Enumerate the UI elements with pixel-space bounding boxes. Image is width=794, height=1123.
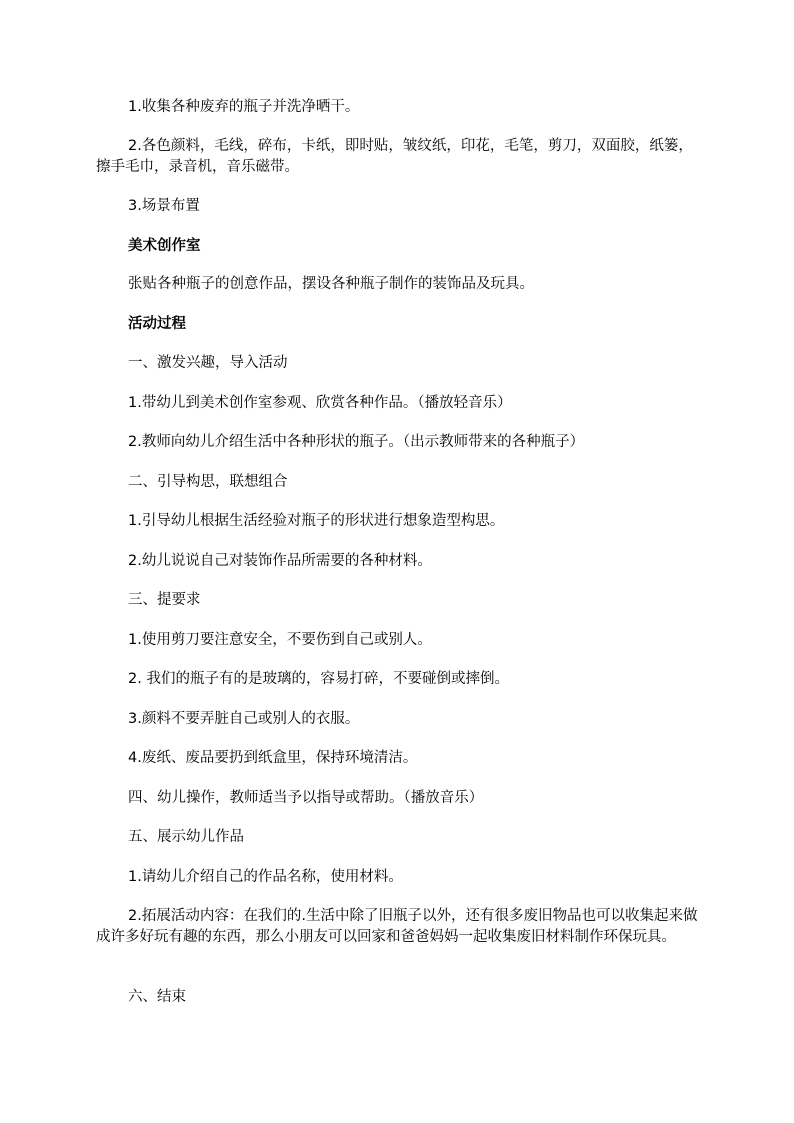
paragraph-glass-bottles: 2. 我们的瓶子有的是玻璃的，容易打碎，不要碰倒或摔倒。 <box>128 671 509 687</box>
section-heading-two: 二、引导构思，联想组合 <box>128 474 288 490</box>
section-heading-three: 三、提要求 <box>128 592 201 608</box>
section-heading-six: 六、结束 <box>128 989 186 1005</box>
paragraph-scene-setup: 3.场景布置 <box>128 198 200 214</box>
paragraph-extend-activity: 2.拓展活动内容：在我们的.生活中除了旧瓶子以外，还有很多废旧物品也可以收集起来做成许多好玩有趣的东西，那么小朋友可以回家和爸爸妈妈一起收集废旧材料制作环保玩具。 <box>96 908 698 945</box>
paragraph-collect-bottles: 1.收集各种废弃的瓶子并洗净晒干。 <box>128 99 360 115</box>
paragraph-guide-imagination: 1.引导幼儿根据生活经验对瓶子的形状进行想象造型构思。 <box>128 513 505 529</box>
heading-activity-process: 活动过程 <box>128 316 186 332</box>
section-heading-five: 五、展示幼儿作品 <box>128 829 244 845</box>
heading-art-studio: 美术创作室 <box>128 238 201 254</box>
paragraph-keep-clean: 4.废纸、废品要扔到纸盒里，保持环境清洁。 <box>128 750 418 766</box>
paragraph-visit-studio: 1.带幼儿到美术创作室参观、欣赏各种作品。（播放轻音乐） <box>128 395 512 411</box>
paragraph-introduce-bottles: 2.教师向幼儿介绍生活中各种形状的瓶子。（出示教师带来的各种瓶子） <box>128 434 585 450</box>
paragraph-scissors-safety: 1.使用剪刀要注意安全，不要伤到自己或别人。 <box>128 632 432 648</box>
section-heading-one: 一、激发兴趣，导入活动 <box>128 355 288 371</box>
paragraph-discuss-materials: 2.幼儿说说自己对装饰作品所需要的各种材料。 <box>128 553 432 569</box>
paragraph-paint-clothes: 3.颜料不要弄脏自己或别人的衣服。 <box>128 711 360 727</box>
paragraph-studio-display: 张贴各种瓶子的创意作品，摆设各种瓶子制作的装饰品及玩具。 <box>128 276 534 292</box>
paragraph-materials-list: 2.各色颜料，毛线，碎布，卡纸，即时贴，皱纹纸，印花，毛笔，剪刀，双面胶，纸篓，擦手毛巾，录音机，音乐磁带。 <box>96 138 693 175</box>
paragraph-introduce-works: 1.请幼儿介绍自己的作品名称，使用材料。 <box>128 869 403 885</box>
section-heading-four: 四、幼儿操作，教师适当予以指导或帮助。（播放音乐） <box>128 790 484 806</box>
